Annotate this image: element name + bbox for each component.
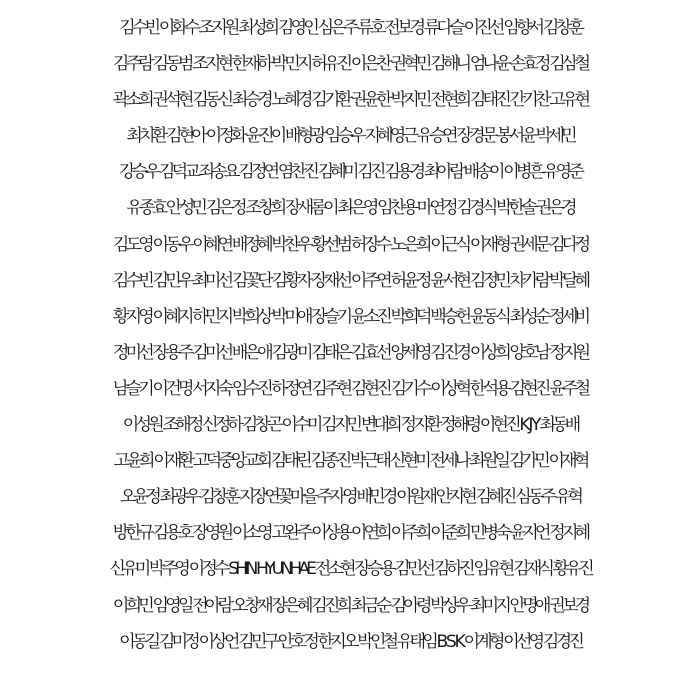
name-row-2: 김주람 김동범 조지현 한재하 박민지 허유진 이은찬 권혁민 김해니 엄나윤 손효정 김삼철: [112, 54, 588, 75]
name-row-6: 유종효 안성민 김은정 조창희 장새롬이 최은영 임찬용 마연정 김경식 박한솔 권은경: [126, 198, 574, 219]
name-row-8: 김수빈 김민우 최미선 김꽃단 김황자 장재선 이주연 허윤정 윤서현 김정민 차가람 박달혜: [112, 270, 588, 291]
name-row-14: 오윤정 최광우 김창훈 지장연꽃마을 주자영 배민경 이원재 안지현 김혜진 심동주 유혁: [119, 487, 581, 508]
name-row-13: 고윤희 이재환 고덕중앙교회 김태린 김종진 박근태 신현미 전세나 최원일 김가민 이재혁: [113, 451, 587, 472]
name-row-16: 신유미 박주영 이정수 SHIN HYUNHAE 전소현 장승용 김민선 김하진 임유현 김재식 황유진: [109, 559, 591, 580]
name-row-12: 이성원 조해정 신정하 김창곤 이수미 김지민 변대희 정지환 정해령 이현진 K J Y 최동배: [122, 415, 578, 436]
name-row-1: 김수빈 이화수 조지원 최성희 김영인 심은주 류호 전보경 류다슬 이진선 임향서 김창훈: [119, 18, 581, 38]
name-row-18: 이동길 김미정 이상언 김민구 안호정 한지오 박인철 유태임 B S K 이계형 이선영 김경진: [119, 631, 581, 652]
name-row-15: 방한규 김용호 장영원 이소영 고완주 이상용 이연희 이주희 이준희 민병숙 윤지언 정지혜: [112, 523, 588, 544]
name-row-5: 강승우 김덕교 죄송요 김정연 염찬진 김혜미 김진 김용경 최아람 배송이 이병흔 유영준: [119, 162, 581, 183]
name-row-9: 황지영 이혜지 하민지 박희상 박미애 장슬기 윤소진 박희덕 백승헌 윤동식 최성순 정세비: [112, 306, 588, 327]
name-row-4: 최치환 김현아 이정화 윤진이 배형광 임승우 지혜영근 유승연 장경문 봉서윤 박세민: [126, 126, 574, 147]
name-row-17: 이희민 임영일 전아람 오창재 장은혜 김진희 최금순 김아령 박상우 최미지 안명애 권보경: [112, 595, 588, 616]
name-row-11: 남슬기 이건명 서지숙 임수진 하정연 김주현 김현진 김기수 이상혁 한석용 김현진 윤주철: [112, 378, 588, 399]
name-row-10: 정미선 장용주 김미선 배은애 김광미 김태은 김효선 양세영 김진경 이상희 양호남 정지원: [112, 342, 588, 363]
name-row-7: 김도영 이동우 이혜연 배정혜 박찬우 황선범 허장수 노은희 이근식 이재형 권세문 김다정: [112, 234, 588, 255]
name-row-3: 곽소희 권석현 김동신 최승경 노혜경 김기환 권윤한 박지민 전현희 김태진 간기찬 고유현: [112, 90, 588, 111]
